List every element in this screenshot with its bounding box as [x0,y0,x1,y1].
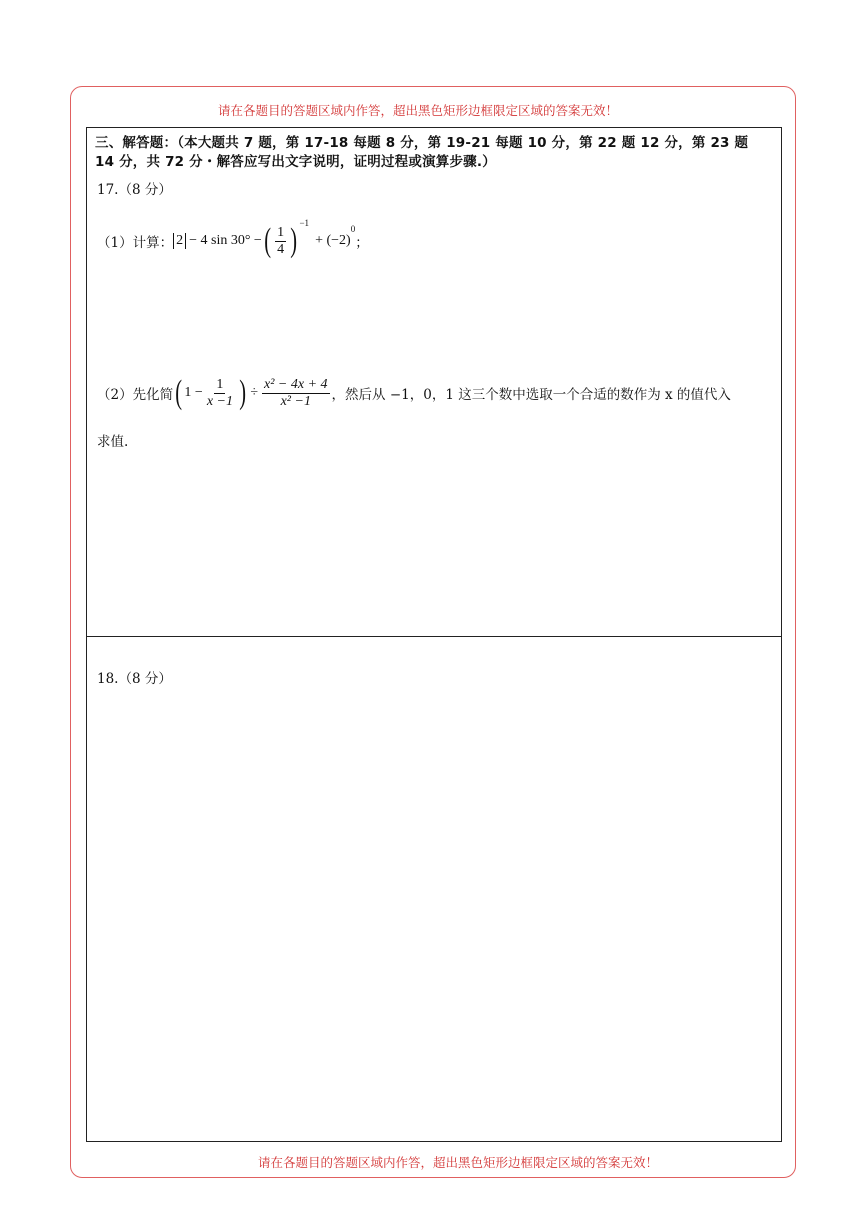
question-17-header: 17.（8 分） [97,182,172,198]
fraction-quadratic: $\frac{\text{x² − 4x + 4}}{\text{x² −1}}$ [264,376,328,409]
answer-box-17[interactable] [86,127,782,637]
one-minus: 1 − [184,385,203,400]
question-17-part-2 [97,376,731,410]
exponent-neg-one: −1 [299,218,310,228]
right-paren: ) [239,374,247,411]
top-warning: 请在各题目的答题区域内作答，超出黑色矩形边框限定区域的答案无效！ [217,103,618,118]
exponent-zero: 0 [350,224,356,234]
part-1-label: （1）计算： [97,235,174,251]
part-2-continuation: 求值. [97,434,129,450]
part-2-expression [173,376,331,410]
abs-value: 2 [173,233,186,249]
answer-box-18[interactable] [86,636,782,1142]
power-term: + (−2) [315,233,351,248]
question-18-header: 18.（8 分） [97,671,172,687]
part-1-end: ； [355,235,369,251]
part-2-label: （2）先化简 [97,387,174,403]
division-sign: ÷ [250,385,259,400]
left-paren: ( [264,222,271,259]
part-2-text: ，然后从 −1，0，1 这三个数中选取一个合适的数作为 x 的值代入 [331,387,731,403]
fraction-1-over-x-minus-1: $\frac{1}{x -1}$ [206,376,233,409]
left-paren: ( [175,374,183,411]
sin-term: − 4 sin 30° − [189,233,262,248]
part-1-expression [173,218,356,259]
right-paren: ) [290,222,298,259]
bottom-warning: 请在各题目的答题区域内作答，超出黑色矩形边框限定区域的答案无效！ [257,1155,658,1170]
fraction-one-quarter: $\frac{1}{4}$ [277,224,285,257]
question-17-part-1 [97,218,369,259]
section-title: 三、解答题：（本大题共 7 题，第 17-18 每题 8 分，第 19-21 每题 10 分，第 22 题 12 分，第 23 题 14 分，共 72 分・解答应写出文字说明，证明过程或演算步骤.） [95,135,749,170]
